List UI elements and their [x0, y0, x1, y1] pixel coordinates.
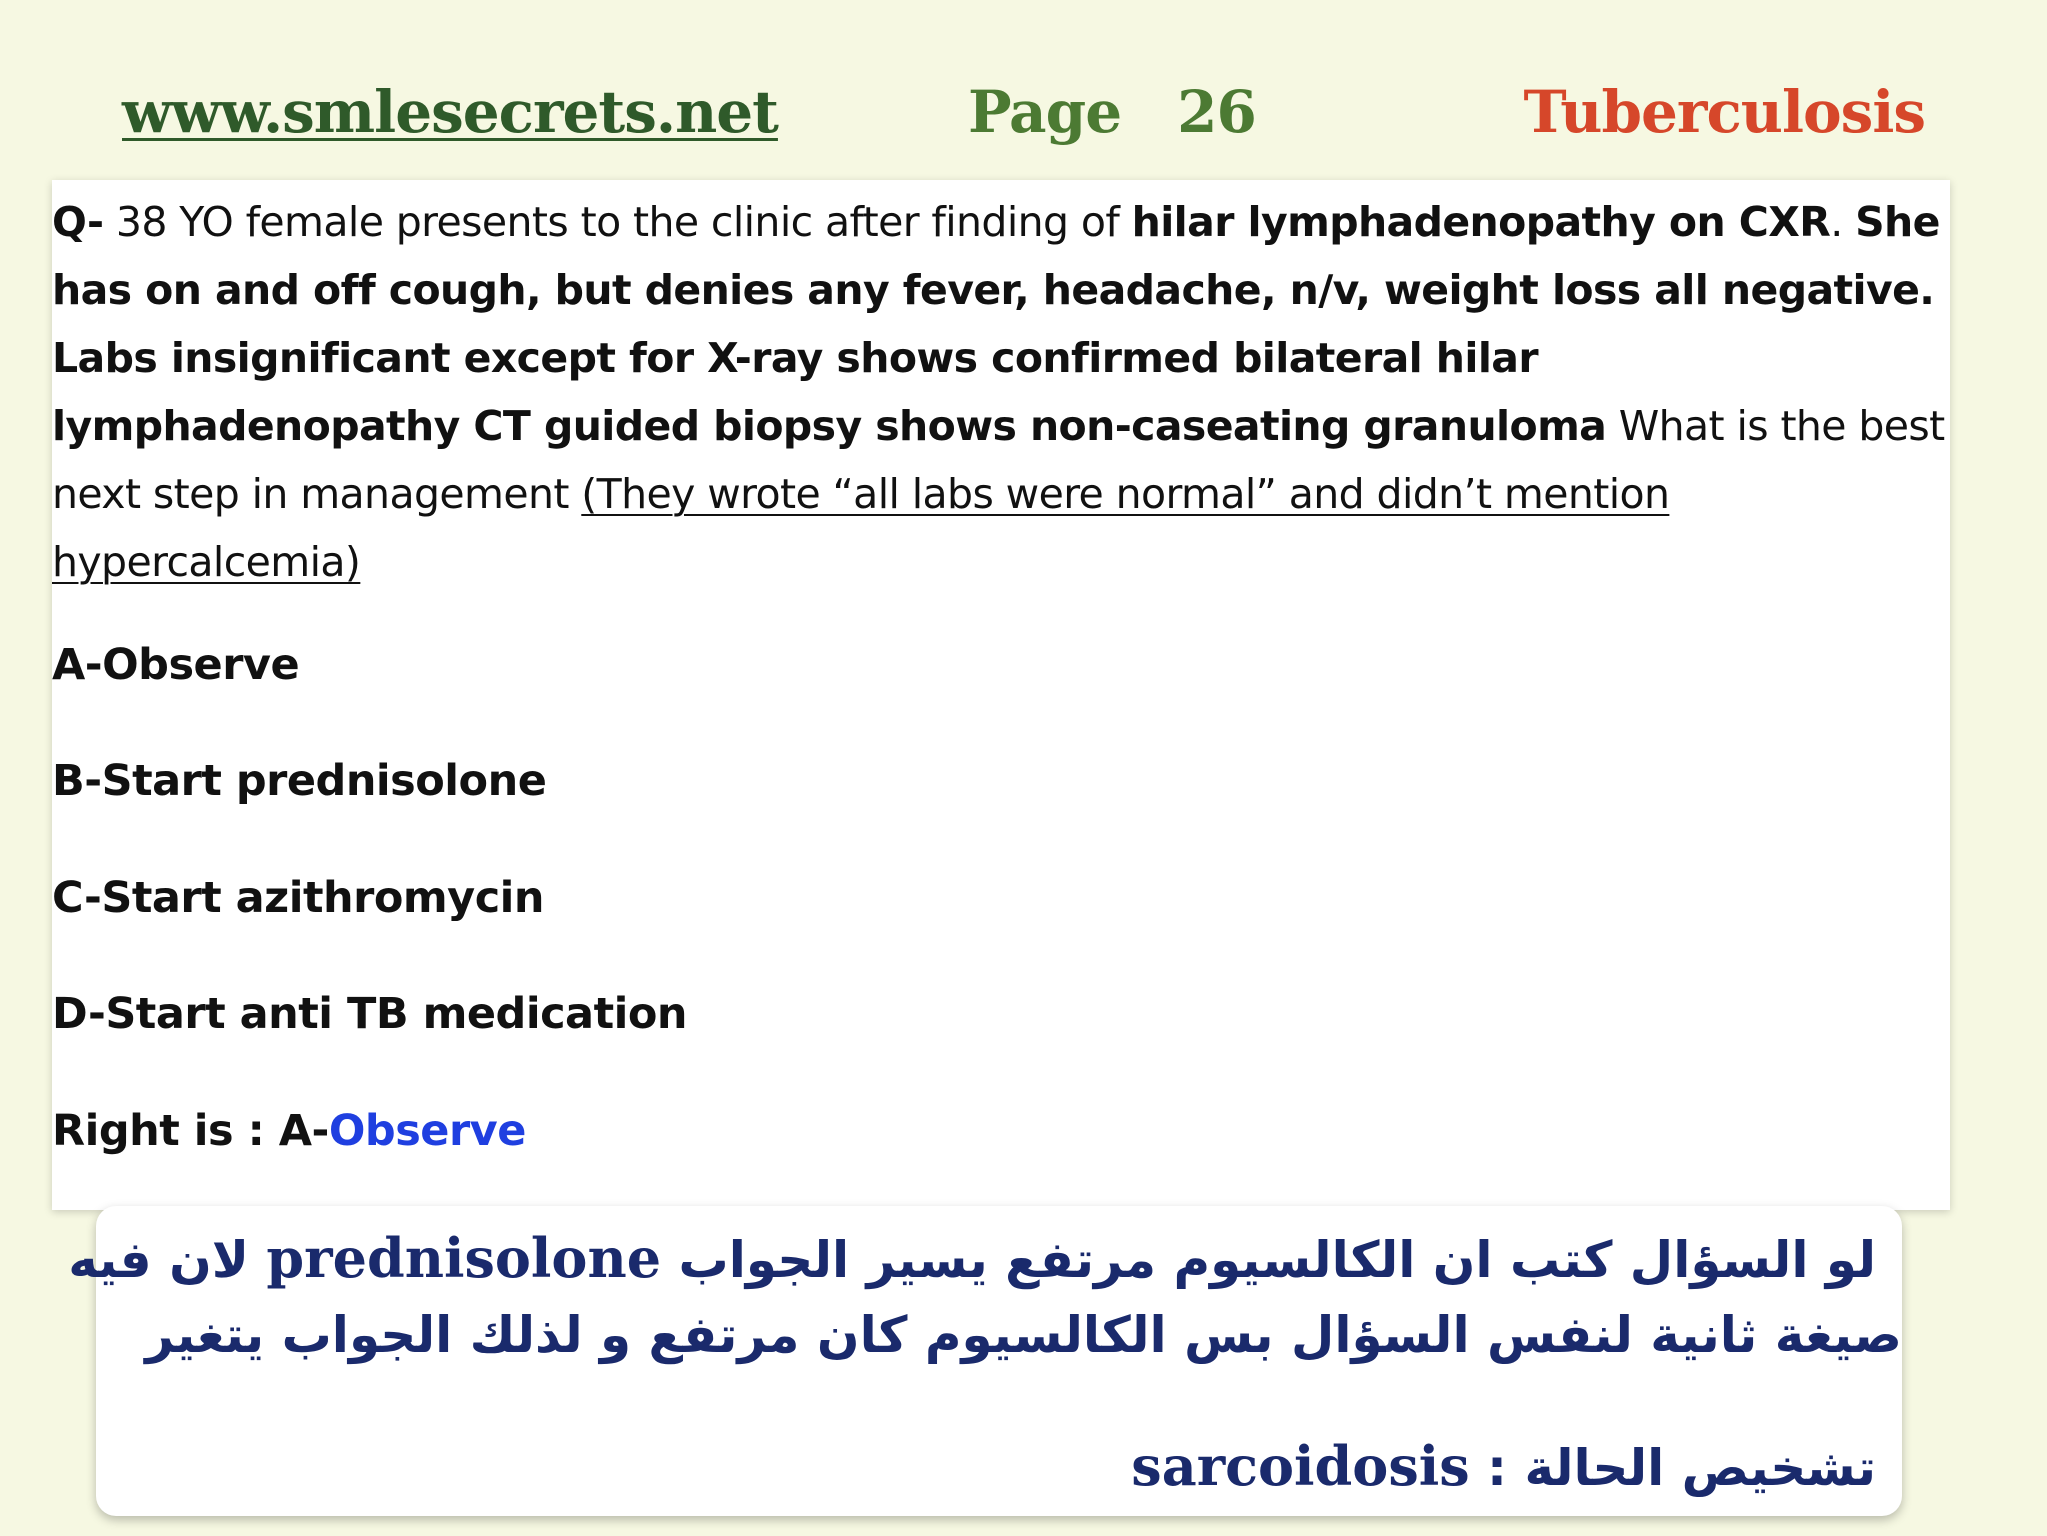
answer-value: Observe	[328, 1106, 526, 1156]
question-bold-2: She has on and off cough, but denies any fever, headache, n/v, weight loss all negative. Labs insignificant except for X-ray shows confirmed bilateral hilar lymphadenopathy CT guided biopsy shows non-caseating granuloma	[52, 198, 1940, 450]
question-text	[52, 188, 1950, 596]
question-bold-1: hilar lymphadenopathy on CXR	[1131, 198, 1831, 246]
arabic-line-1-b: لان فيه	[68, 1231, 267, 1289]
page-number: 26	[1177, 78, 1256, 146]
page-word: Page	[968, 78, 1122, 146]
option-b: B-Start prednisolone	[52, 756, 547, 806]
question-text-2: .	[1830, 198, 1856, 246]
page-number-label	[968, 78, 1256, 146]
option-a: A-Observe	[52, 640, 300, 690]
question-card	[52, 180, 1950, 1210]
arabic-note-line-3	[1131, 1434, 1876, 1498]
site-link[interactable]: www.smlesecrets.net	[122, 78, 778, 146]
topic-title: Tuberculosis	[1523, 78, 1925, 146]
arabic-note-line-1	[68, 1226, 1876, 1290]
answer-line	[52, 1106, 526, 1156]
arabic-note-line-2: صيغة ثانية لنفس السؤال بس الكالسيوم كان مرتفع و لذلك الجواب يتغير	[145, 1306, 1902, 1364]
arabic-line-3-a: تشخيص الحالة :	[1469, 1439, 1876, 1497]
question-prefix: Q-	[52, 198, 104, 246]
option-c: C-Start azithromycin	[52, 873, 545, 923]
answer-label: Right is : A-	[52, 1106, 329, 1156]
question-text-3: What is the best next step in management	[52, 402, 1945, 518]
question-note: (They wrote “all labs were normal” and didn’t mention hypercalcemia)	[52, 470, 1670, 586]
question-text-1: 38 YO female presents to the clinic after finding of	[103, 198, 1132, 246]
page-header	[0, 70, 2047, 160]
arabic-line-1-a: لو السؤال كتب ان الكالسيوم مرتفع يسير الجواب	[661, 1231, 1876, 1289]
option-d: D-Start anti TB medication	[52, 989, 688, 1039]
arabic-note-card	[68, 1206, 1902, 1516]
arabic-line-1-latin: prednisolone	[266, 1226, 662, 1290]
arabic-line-3-latin: sarcoidosis	[1131, 1434, 1470, 1498]
